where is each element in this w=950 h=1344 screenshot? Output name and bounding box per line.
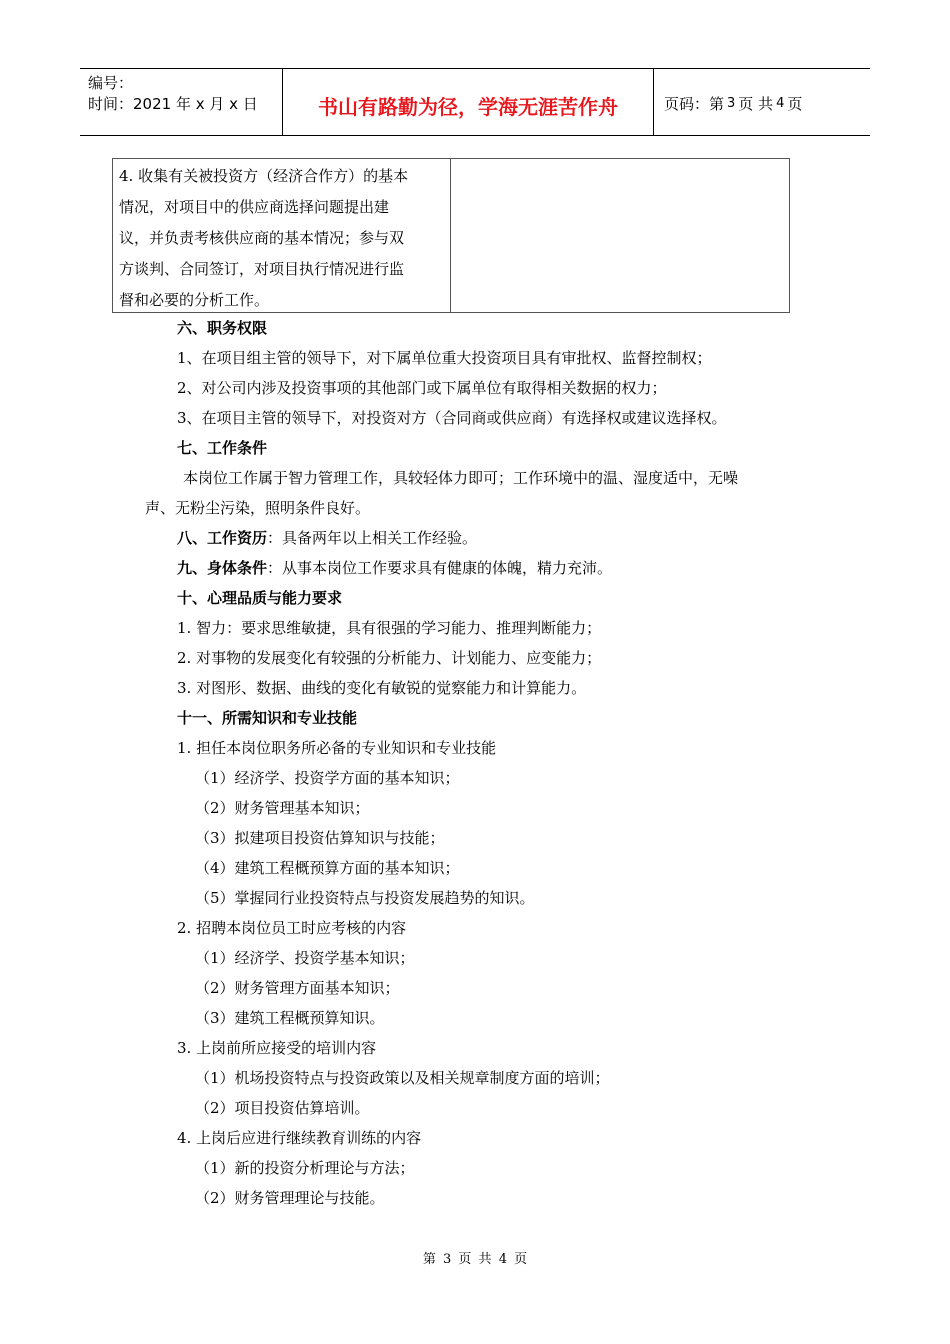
knowledge-item: （4）建筑工程概预算方面的基本知识；	[195, 859, 460, 877]
duty-cell	[113, 159, 451, 312]
section-title-knowledge: 十一、所需知识和专业技能	[177, 709, 358, 727]
page-total: 4	[776, 95, 785, 111]
page-footer: 第 3 页 共 4 页	[422, 1252, 528, 1267]
knowledge-item: （1）经济学、投资学方面的基本知识；	[195, 769, 460, 787]
knowledge-group-head: 3. 上岗前所应接受的培训内容	[177, 1039, 377, 1057]
experience-text: ：具备两年以上相关工作经验。	[267, 529, 478, 547]
psychology-item: 1. 智力：要求思维敏捷，具有很强的学习能力、推理判断能力；	[177, 619, 602, 637]
experience-paragraph	[177, 528, 477, 548]
knowledge-item: （2）财务管理理论与技能。	[195, 1189, 385, 1207]
duty-table	[112, 158, 790, 313]
knowledge-item: （1）机场投资特点与投资政策以及相关规章制度方面的培训；	[195, 1069, 610, 1087]
physical-paragraph	[177, 558, 612, 578]
psychology-item: 3. 对图形、数据、曲线的变化有敏锐的觉察能力和计算能力。	[177, 679, 587, 697]
knowledge-item: （1）新的投资分析理论与方法；	[195, 1159, 415, 1177]
knowledge-item: （3）拟建项目投资估算知识与技能；	[195, 829, 445, 847]
psychology-item: 2. 对事物的发展变化有较强的分析能力、计划能力、应变能力；	[177, 649, 602, 667]
page-suffix: 页	[787, 94, 803, 113]
page-header	[80, 68, 870, 136]
section-title-conditions: 七、工作条件	[177, 439, 268, 457]
duty-line: 方谈判、合同签订，对项目执行情况进行监	[119, 260, 405, 278]
time-text: 时间：2021 年 x 月 x 日	[88, 95, 258, 113]
knowledge-item: （2）财务管理基本知识；	[195, 799, 370, 817]
empty-cell	[451, 159, 789, 312]
physical-text: ：从事本岗位工作要求具有健康的体魄，精力充沛。	[267, 559, 613, 577]
authority-item: 1、在项目组主管的领导下，对下属单位重大投资项目具有审批权、监督控制权；	[177, 349, 712, 367]
knowledge-item: （1）经济学、投资学基本知识；	[195, 949, 415, 967]
knowledge-item: （5）掌握同行业投资特点与投资发展趋势的知识。	[195, 889, 535, 907]
knowledge-group-head: 1. 担任本岗位职务所必备的专业知识和专业技能	[177, 739, 497, 757]
duty-line: 情况，对项目中的供应商选择问题提出建	[119, 198, 390, 216]
duty-line: 督和必要的分析工作。	[119, 291, 270, 309]
knowledge-item: （2）项目投资估算培训。	[195, 1099, 370, 1117]
page-current: 3	[727, 95, 736, 111]
header-meta	[80, 69, 282, 135]
page-mid: 页 共	[738, 94, 774, 113]
code-label: 编号：	[88, 74, 134, 92]
knowledge-item: （3）建筑工程概预算知识。	[195, 1009, 385, 1027]
duty-line: 4. 收集有关被投资方（经济合作方）的基本	[119, 167, 409, 185]
section-title-experience: 八、工作资历	[177, 529, 268, 547]
authority-item: 2、对公司内涉及投资事项的其他部门或下属单位有取得相关数据的权力；	[177, 379, 667, 397]
knowledge-group-head: 4. 上岗后应进行继续教育训练的内容	[177, 1129, 422, 1147]
page-prefix: 页码：第	[664, 94, 725, 113]
knowledge-group-head: 2. 招聘本岗位员工时应考核的内容	[177, 919, 407, 937]
duty-line: 议，并负责考核供应商的基本情况；参与双	[119, 229, 405, 247]
section-title-authority: 六、职务权限	[177, 319, 268, 337]
conditions-text: 本岗位工作属于智力管理工作，具较轻体力即可；工作环境中的温、湿度适中，无噪	[183, 469, 739, 487]
conditions-text: 声、无粉尘污染，照明条件良好。	[145, 499, 371, 517]
knowledge-item: （2）财务管理方面基本知识；	[195, 979, 400, 997]
header-motto: 书山有路勤为径，学海无涯苦作舟	[282, 69, 654, 135]
header-page-number	[654, 69, 870, 135]
authority-item: 3、在项目主管的领导下，对投资对方（合同商或供应商）有选择权或建议选择权。	[177, 409, 727, 427]
section-title-physical: 九、身体条件	[177, 559, 268, 577]
section-title-psychology: 十、心理品质与能力要求	[177, 589, 343, 607]
